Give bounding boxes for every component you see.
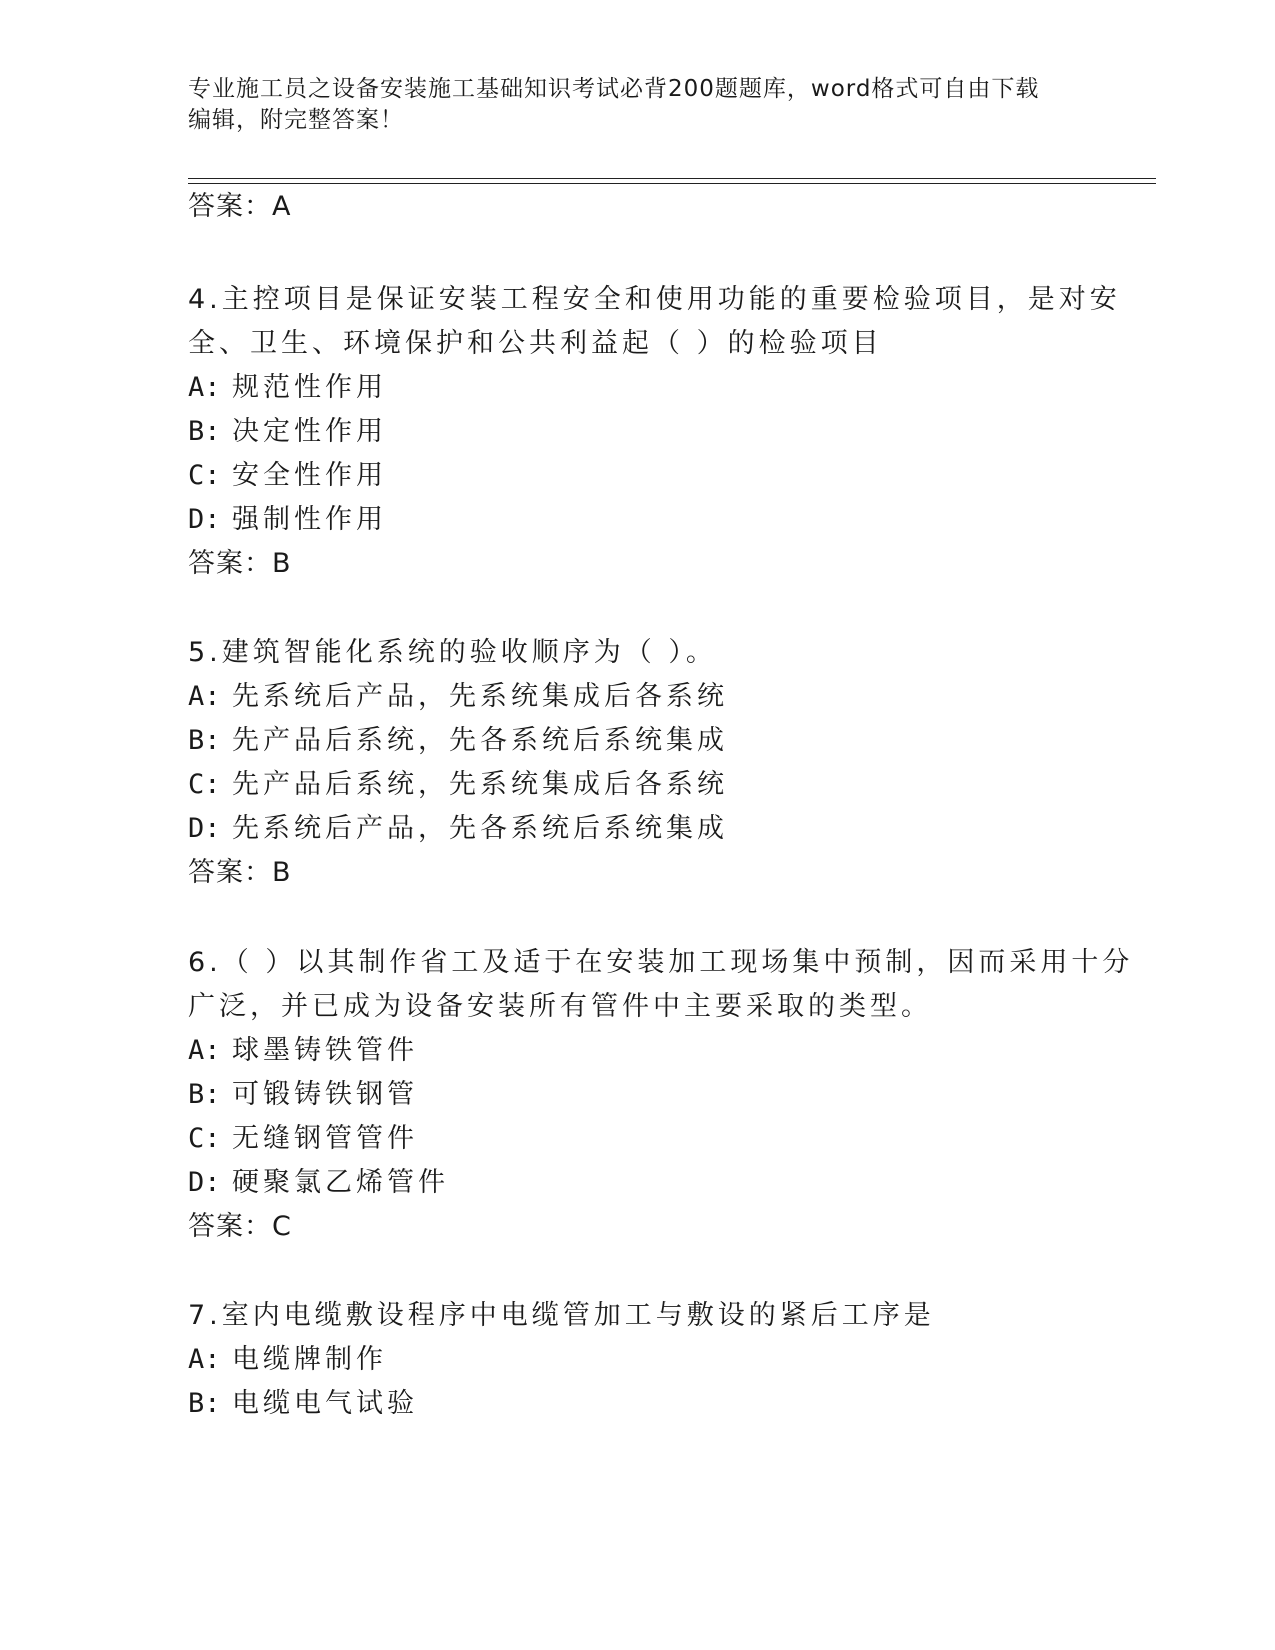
option-text: 决定性作用 xyxy=(232,416,387,447)
question-4-option-d xyxy=(188,503,387,537)
option-text: 规范性作用 xyxy=(232,372,387,403)
option-text: 安全性作用 xyxy=(232,460,387,491)
option-key: A: xyxy=(188,1035,221,1066)
question-6-answer: 答案：C xyxy=(188,1211,292,1242)
option-key: C: xyxy=(188,460,221,491)
question-4-answer: 答案：B xyxy=(188,548,292,579)
document-header xyxy=(188,74,1088,136)
option-key: A: xyxy=(188,372,221,403)
question-5-option-a xyxy=(188,680,728,714)
option-key: D: xyxy=(188,813,221,844)
option-text: 无缝钢管管件 xyxy=(232,1123,418,1154)
option-text: 先系统后产品，先系统集成后各系统 xyxy=(232,681,728,712)
question-5-option-c xyxy=(188,768,728,802)
option-text: 先系统后产品，先各系统后系统集成 xyxy=(232,813,728,844)
question-6-option-b xyxy=(188,1078,418,1112)
question-6-option-d xyxy=(188,1166,449,1200)
question-6-text-line-2: 广泛，并已成为设备安装所有管件中主要采取的类型。 xyxy=(188,991,932,1022)
question-4-option-a xyxy=(188,371,387,405)
question-6-option-c xyxy=(188,1122,418,1156)
option-key: B: xyxy=(188,1388,221,1419)
question-4-text-line-1: 4.主控项目是保证安装工程安全和使用功能的重要检验项目，是对安 xyxy=(188,284,1121,315)
option-text: 球墨铸铁管件 xyxy=(232,1035,418,1066)
option-key: D: xyxy=(188,1167,221,1198)
answer-previous: 答案：A xyxy=(188,191,292,222)
question-7-option-a xyxy=(188,1343,387,1377)
option-key: B: xyxy=(188,416,221,447)
header-line-2: 编辑，附完整答案！ xyxy=(188,107,404,133)
question-5-answer: 答案：B xyxy=(188,857,292,888)
option-key: B: xyxy=(188,1079,221,1110)
question-4-option-b xyxy=(188,415,387,449)
header-divider-bottom xyxy=(188,183,1156,184)
question-5-option-d xyxy=(188,812,728,846)
header-line-1: 专业施工员之设备安装施工基础知识考试必背200题题库，word格式可自由下载 xyxy=(188,76,1040,102)
option-key: A: xyxy=(188,681,221,712)
question-4-text-line-2: 全、卫生、环境保护和公共利益起（ ）的检验项目 xyxy=(188,328,883,359)
option-key: A: xyxy=(188,1344,221,1375)
option-text: 硬聚氯乙烯管件 xyxy=(232,1167,449,1198)
option-text: 电缆牌制作 xyxy=(232,1344,387,1375)
question-5-option-b xyxy=(188,724,728,758)
question-4-option-c xyxy=(188,459,387,493)
question-6-text-line-1: 6.（ ）以其制作省工及适于在安装加工现场集中预制，因而采用十分 xyxy=(188,947,1134,978)
option-key: C: xyxy=(188,769,221,800)
option-text: 先产品后系统，先各系统后系统集成 xyxy=(232,725,728,756)
option-key: D: xyxy=(188,504,221,535)
question-7-text-line-1: 7.室内电缆敷设程序中电缆管加工与敷设的紧后工序是 xyxy=(188,1300,935,1331)
question-6-option-a xyxy=(188,1034,418,1068)
option-text: 先产品后系统，先系统集成后各系统 xyxy=(232,769,728,800)
header-divider-top xyxy=(188,178,1156,179)
option-key: C: xyxy=(188,1123,221,1154)
option-text: 强制性作用 xyxy=(232,504,387,535)
question-5-text-line-1: 5.建筑智能化系统的验收顺序为（ ）。 xyxy=(188,637,717,668)
option-key: B: xyxy=(188,725,221,756)
question-7-option-b xyxy=(188,1387,418,1421)
option-text: 电缆电气试验 xyxy=(232,1388,418,1419)
option-text: 可锻铸铁钢管 xyxy=(232,1079,418,1110)
